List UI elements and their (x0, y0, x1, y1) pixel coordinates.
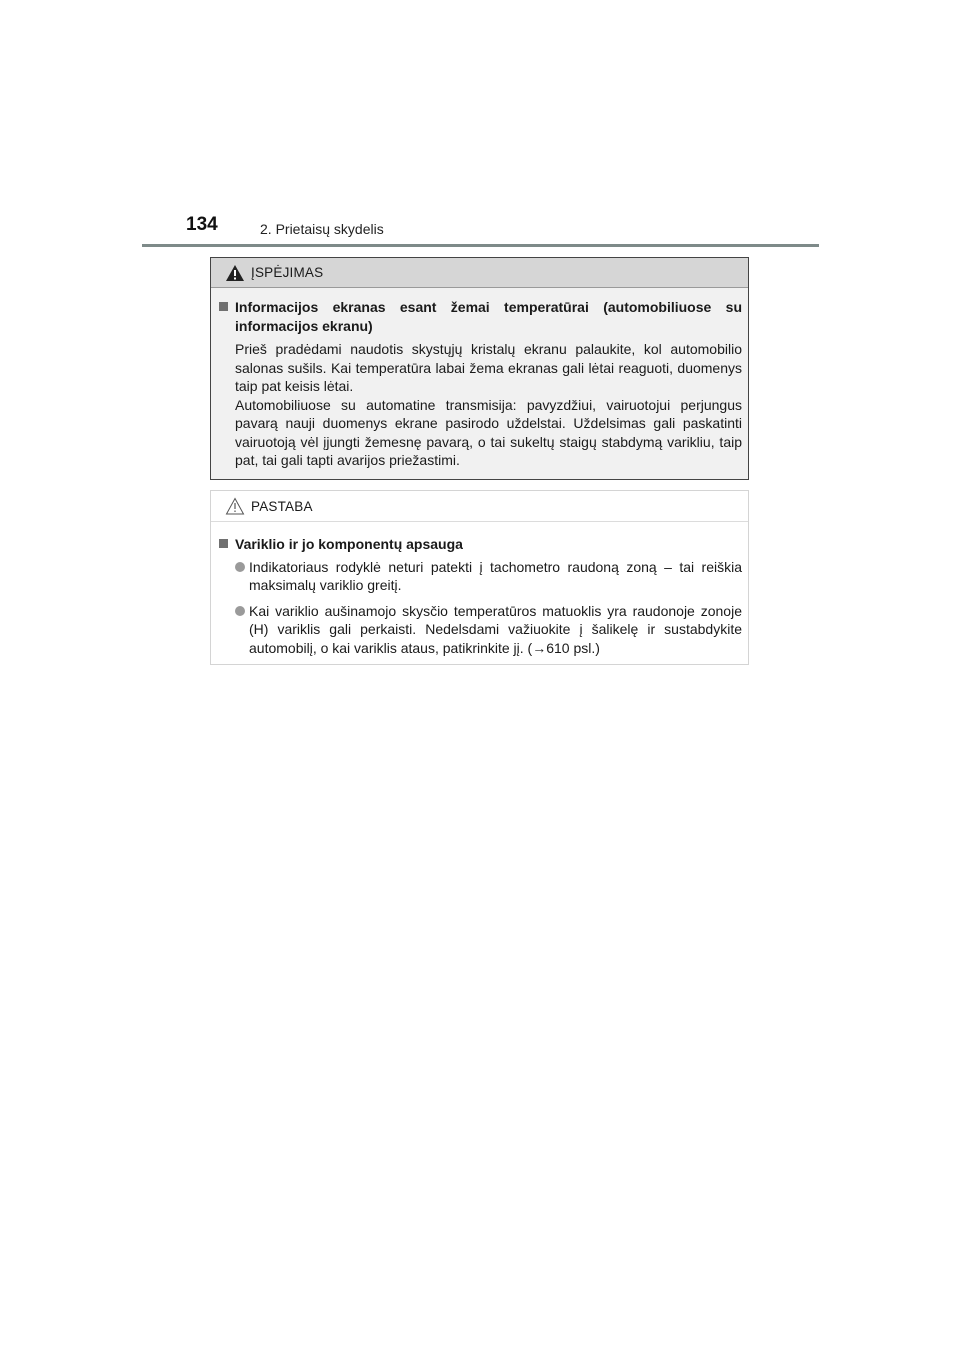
warning-triangle-icon (225, 264, 245, 282)
circle-bullet-icon (235, 562, 245, 572)
page-number: 134 (186, 214, 218, 235)
note-bullet-text: Kai variklio aušinamojo skysčio temperatūros matuoklis yra raudonoje zonoje (H) variklis gali perkaisti. Nedelsdami važiuokite į šalikelę ir sustabdykite automobilį, o kai variklis ataus, patikrinkite jį. (→610 psl.) (249, 602, 742, 656)
warning-item-title (219, 298, 742, 335)
warning-body (211, 288, 748, 470)
warning-heading: ĮSPĖJIMAS (251, 265, 324, 280)
note-bullet-item (235, 602, 742, 658)
circle-bullet-icon (235, 606, 245, 616)
square-bullet-icon (219, 302, 228, 311)
warning-item-title-text: Informacijos ekranas esant žemai temperatūrai (automobiliuose su informacijos ekranu) (235, 299, 742, 334)
note-heading: PASTABA (251, 498, 313, 514)
note-bullet-item (235, 558, 742, 595)
note-bullet-text: Indikatoriaus rodyklė neturi patekti į tachometro raudoną zoną – tai reiškia maksimalų variklio greitį. (249, 558, 742, 593)
caution-outline-triangle-icon (225, 497, 245, 515)
note-header (211, 491, 748, 522)
square-bullet-icon (219, 539, 228, 548)
note-item-title (219, 535, 742, 554)
section-title: 2. Prietaisų skydelis (260, 221, 384, 237)
note-box (210, 490, 749, 665)
warning-header (211, 258, 748, 288)
warning-paragraph-2: Automobiliuose su automatine transmisija: pavyzdžiui, vairuotojui perjungus pavarą nauji duomenys ekrane pasirodo uždelstai. Uždelsimas gali paskatinti vairuotoją vėl įjungti žemesnę pavarą, o tai sukeltų staigų stabdymą varikliu, taip pat, tai gali tapti avarijos priežastimi. (235, 396, 742, 468)
note-body (211, 522, 748, 657)
note-item-title-text: Variklio ir jo komponentų apsauga (235, 536, 463, 552)
header-rule (142, 244, 819, 247)
warning-paragraph-1: Prieš pradėdami naudotis skystųjų kristalų ekranu palaukite, kol automobilio salonas sušils. Kai temperatūra labai žema ekranas gali lėtai reaguoti, duomenys taip pat keisis lėtai. (235, 341, 742, 394)
warning-box (210, 257, 749, 480)
